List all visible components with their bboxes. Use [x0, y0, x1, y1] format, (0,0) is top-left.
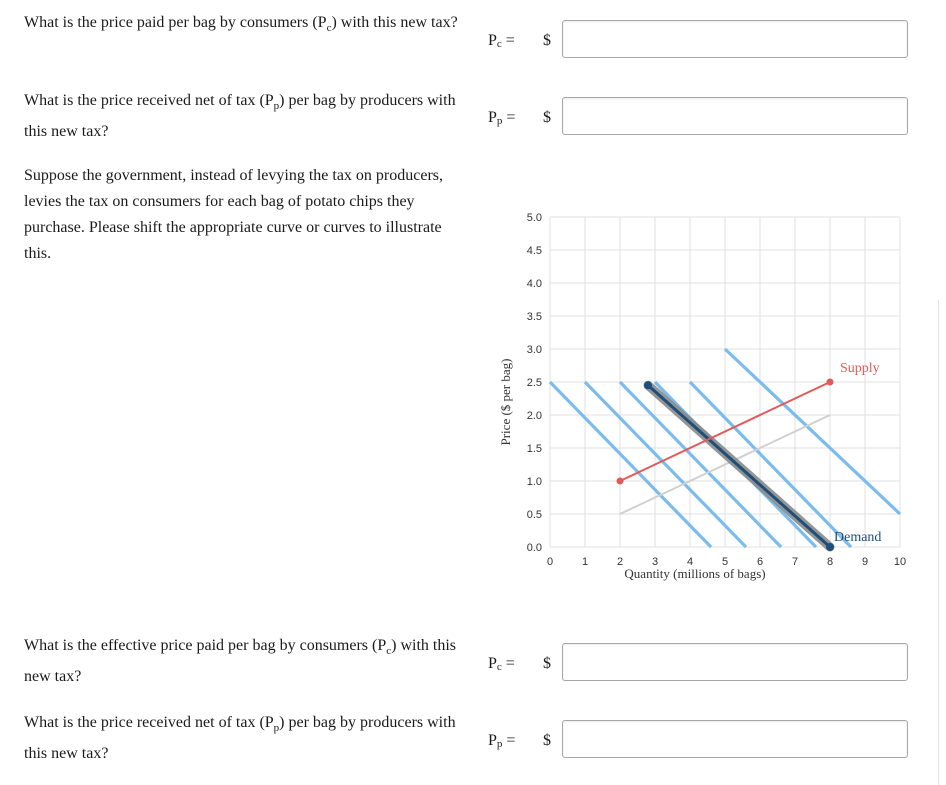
y-axis-ticks [527, 212, 542, 554]
y-tick-label: 1.5 [526, 443, 542, 455]
question-consumer-price: What is the price paid per bag by consumers $(P_c)$ with this new tax? [24, 14, 458, 35]
demand-line [648, 385, 830, 547]
chart-grid [550, 217, 900, 547]
demand-label: Demand [834, 530, 882, 545]
currency-symbol: $ [543, 655, 551, 672]
x-tick-label: 2 [616, 556, 624, 568]
pc-label-2: $P_c$ = [488, 655, 515, 673]
demand-option-line [620, 382, 781, 547]
demand-option-line [690, 382, 851, 547]
demand-handle [826, 543, 834, 551]
question-producer-price-2: What is the price received net of tax $(P_p)$ per bag by producers with this new tax? [24, 714, 456, 763]
pp-label-1: $P_p$ = [488, 109, 516, 127]
currency-symbol: $ [543, 732, 551, 749]
x-tick-label: 6 [756, 556, 764, 568]
x-tick-label: 10 [893, 556, 907, 568]
y-tick-label: 0.0 [526, 542, 542, 554]
demand-option-line [550, 382, 711, 547]
question-producer-price: What is the price received net of tax $(P_p)$ per bag by producers with this new tax? [24, 92, 456, 141]
x-tick-label: 5 [721, 556, 729, 568]
y-tick-label: 3.0 [526, 344, 542, 356]
x-tick-label: 8 [826, 556, 834, 568]
y-axis-label: Price ($ per bag) [498, 358, 513, 446]
y-tick-label: 5.0 [526, 212, 542, 224]
x-tick-label: 4 [686, 556, 694, 568]
demand-handle [644, 381, 652, 389]
y-tick-label: 1.0 [526, 476, 542, 488]
question-effective-consumer-price: What is the effective price paid per bag by consumers $(P_c)$ with this new tax? [24, 637, 457, 686]
question-shift-instructions: Suppose the government, instead of levying the tax on producers, levies the tax on consumers for each bag of potato chips they purchase. Please shift the appropriate curve or curves to illustrate this. [24, 167, 444, 262]
supply-demand-chart[interactable] [490, 200, 920, 595]
panel-divider [938, 300, 939, 785]
pp-label-2: $P_p$ = [488, 732, 516, 750]
consumer-price-input[interactable] [562, 20, 908, 58]
producer-price-input-2[interactable] [562, 720, 908, 758]
x-tick-label: 3 [651, 556, 659, 568]
x-tick-label: 1 [581, 556, 589, 568]
currency-symbol: $ [543, 109, 551, 126]
supply-handle [827, 379, 834, 386]
y-tick-label: 4.0 [526, 278, 542, 290]
currency-symbol: $ [543, 32, 551, 49]
x-tick-label: 9 [861, 556, 869, 568]
x-tick-label: 0 [546, 556, 554, 568]
supply-handle [617, 478, 624, 485]
pc-label-1: $P_c$ = [488, 32, 515, 50]
y-tick-label: 2.5 [526, 377, 542, 389]
y-tick-label: 0.5 [526, 509, 542, 521]
y-tick-label: 4.5 [526, 245, 542, 257]
effective-consumer-price-input[interactable] [562, 643, 908, 681]
y-tick-label: 2.0 [526, 410, 542, 422]
x-tick-label: 7 [791, 556, 799, 568]
producer-price-input[interactable] [562, 97, 908, 135]
supply-label: Supply [840, 361, 880, 376]
y-tick-label: 3.5 [526, 311, 542, 323]
x-axis-label: Quantity (millions of bags) [624, 566, 766, 581]
